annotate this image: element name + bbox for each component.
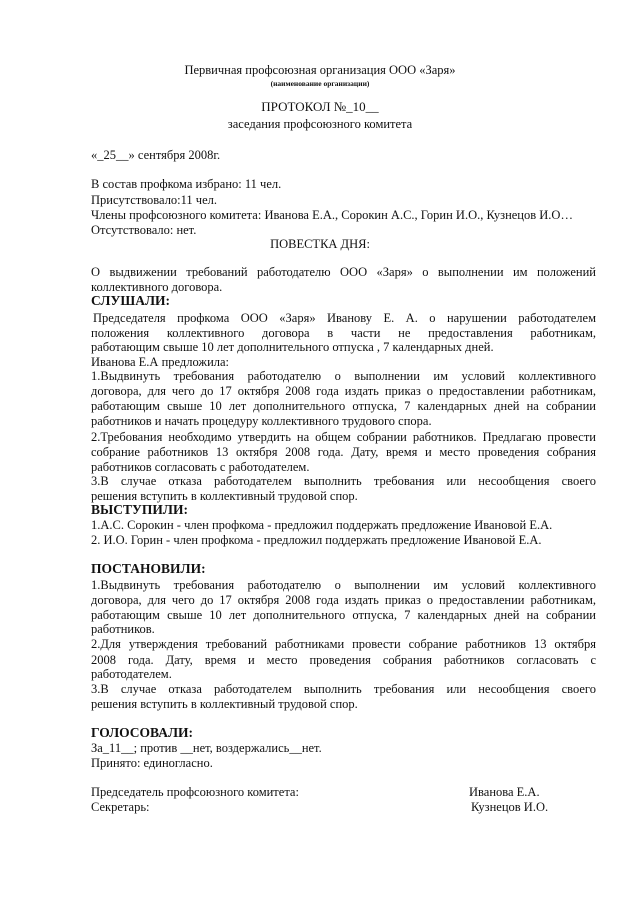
chair-label: Председатель профсоюзного комитета:	[91, 785, 299, 799]
agenda-heading: ПОВЕСТКА ДНЯ:	[270, 237, 370, 251]
absent-count: Отсутствовало: нет.	[91, 223, 197, 237]
agenda-line: О выдвижении требований работодателю ООО «Заря» о выполнении им положений	[91, 265, 596, 279]
vote-result: Принято: единогласно.	[91, 756, 213, 770]
resolved-line: решения вступить в коллективный трудовой спор.	[91, 697, 358, 711]
resolved-line: 2.Для утверждения требований работниками провести собрание работников 13 октября	[91, 637, 596, 651]
resolved-line: 3.В случае отказа работодателем выполнить требования или несообщения своего	[91, 682, 596, 696]
organization-name: Первичная профсоюзная организация ООО «Заря»	[184, 63, 456, 77]
resolved-line: работодателем.	[91, 667, 172, 681]
meeting-date: «_25__» сентября 2008г.	[91, 148, 221, 162]
chair-name: Иванова Е.А.	[469, 785, 540, 799]
resolved-line: 2008 года. Дату, время и место проведения собрания работников согласовать с	[91, 653, 596, 667]
secretary-label: Секретарь:	[91, 800, 150, 814]
document-subtitle: заседания профсоюзного комитета	[227, 117, 413, 131]
heard-line: работающим свыше 10 лет дополнительного отпуска, 7 календарных дней на собрании	[91, 399, 596, 413]
spoke-line: 2. И.О. Горин - член профкома - предложил поддержать предложение Ивановой Е.А.	[91, 533, 542, 547]
resolved-line: договора, для чего до 17 октября 2008 года издать приказ о предоставлении работникам,	[91, 593, 596, 607]
organization-caption: (наименование организации)	[270, 79, 370, 88]
heard-line: собрание работников 13 октября 2008 года. Дату, время и место проведения собрания	[91, 445, 596, 459]
resolved-line: 1.Выдвинуть требования работодателю о выполнении им условий коллективного	[91, 578, 596, 592]
heard-line: 3.В случае отказа работодателем выполнить требования или несообщения своего	[91, 474, 596, 488]
vote-tally: За_11__; против __нет, воздержались__нет.	[91, 741, 322, 755]
heard-line: 2.Требования необходимо утвердить на общем собрании работников. Предлагаю провести	[91, 430, 596, 444]
heard-line: 1.Выдвинуть требования работодателю о выполнении им условий коллективного	[91, 369, 596, 383]
present-count: Присутствовало:11 чел.	[91, 193, 218, 207]
resolved-line: работников.	[91, 622, 155, 636]
secretary-name: Кузнецов И.О.	[471, 800, 549, 814]
elected-count: В состав профкома избрано: 11 чел.	[91, 177, 282, 191]
resolved-line: работающим свыше 10 лет дополнительного отпуска, 7 календарных дней на собрании	[91, 608, 596, 622]
heard-line: договора, для чего до 17 октября 2008 года издать приказ о предоставлении работникам,	[91, 384, 596, 398]
committee-members: Члены профсоюзного комитета: Иванова Е.А., Сорокин А.С., Горин И.О., Кузнецов И.О…	[91, 208, 573, 222]
heard-line: решения вступить в коллективный трудовой спор.	[91, 489, 358, 503]
heard-line: Председателя профкома ООО «Заря» Иванову Е. А. о нарушении работодателем	[93, 311, 596, 325]
heard-line: работающим свыше 10 лет дополнительного отпуска , 7 календарных дней.	[91, 340, 494, 354]
heard-heading: СЛУШАЛИ:	[91, 293, 171, 308]
resolved-heading: ПОСТАНОВИЛИ:	[91, 561, 206, 576]
document-title: ПРОТОКОЛ №_10__	[261, 99, 379, 114]
heard-line: положения коллективного договора в части не предоставления работникам,	[91, 326, 596, 340]
spoke-line: 1.А.С. Сорокин - член профкома - предложил поддержать предложение Ивановой Е.А.	[91, 518, 553, 532]
spoke-heading: ВЫСТУПИЛИ:	[91, 502, 188, 517]
heard-line: Иванова Е.А предложила:	[91, 355, 230, 369]
heard-line: работников согласовать с работодателем.	[91, 460, 310, 474]
heard-line: работников и начать процедуру коллективного трудового спора.	[91, 414, 432, 428]
agenda-line: коллективного договора.	[91, 280, 223, 294]
voted-heading: ГОЛОСОВАЛИ:	[91, 725, 194, 740]
